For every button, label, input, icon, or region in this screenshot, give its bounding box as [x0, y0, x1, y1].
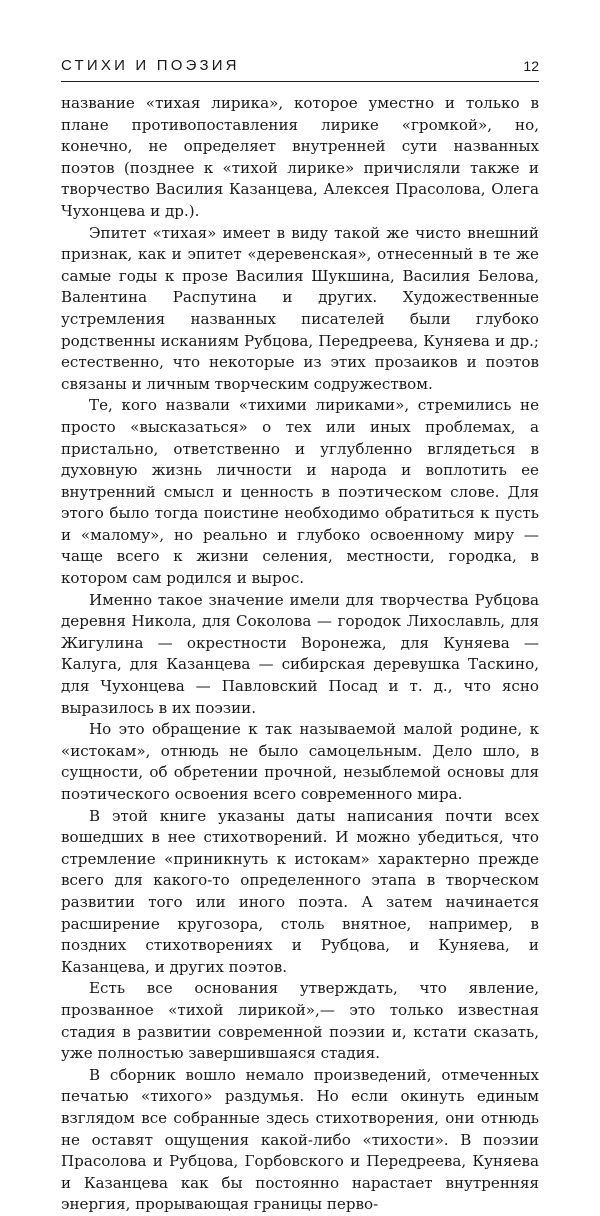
- paragraph: Те, кого назвали «тихими лириками», стремились не просто «высказаться» о тех или иных проблемах, а пристально, ответственно и углубленно вглядеться в духовную жизнь личности и народа и воплотить ее внутренний смысл и ценность в поэтическом слове. Для этого было тогда поистине необходимо обратиться к пусть и «малому», но реально и глубоко освоенному миру — чаще всего к жизни селения, местности, городка, в котором сам родился и вырос.: [61, 396, 539, 588]
- paragraph: Есть все основания утверждать, что явление, прозванное «тихой лирикой»,— это только известная стадия в развитии современной поэзии и, кстати сказать, уже полностью завершившаяся стадия.: [61, 979, 539, 1063]
- page-number: 12: [523, 58, 539, 74]
- paragraph: В этой книге указаны даты написания почти всех вошедших в нее стихотворений. И можно убедиться, что стремление «приникнуть к истокам» характерно прежде всего для какого-то определенного этапа в творческом развитии того или иного поэта. А затем начинается расширение кругозора, столь внятное, например, в поздних стихотворениях и Рубцова, и Куняева, и Казанцева, и других поэтов.: [61, 806, 539, 976]
- header-rule: [61, 81, 539, 82]
- text-body: [61, 93, 539, 1216]
- running-title: СТИХИ И ПОЭЗИЯ: [61, 57, 240, 74]
- paragraph: Эпитет «тихая» имеет в виду такой же чисто внешний признак, как и эпитет «деревенская», отнесенный в те же самые годы к прозе Василия Шукшина, Василия Белова, Валентина Распутина и других. Художественные устремления названных писателей были глубоко родственны исканиям Рубцова, Передреева, Куняева и др.; естественно, что некоторые из этих прозаиков и поэтов связаны и личным творческим содружеством.: [61, 223, 539, 393]
- paragraph: Именно такое значение имели для творчества Рубцова деревня Никола, для Соколова — городок Лихославль, для Жигулина — окрестности Воронежа, для Куняева — Калуга, для Казанцева — сибирская деревушка Таскино, для Чухонцева — Павловский Посад и т. д., что ясно выразилось в их поэзии.: [61, 590, 539, 717]
- paragraph: В сборник вошло немало произведений, отмеченных печатью «тихого» раздумья. Но если окинуть единым взглядом все собранные здесь стихотворения, они отнюдь не оставят ощущения какой-либо «тихости». В поэзии Прасолова и Рубцова, Горбовского и Передреева, Куняева и Казанцева как бы постоянно нарастает внутренняя энергия, прорывающая границы перво-: [61, 1065, 539, 1214]
- running-head: [61, 56, 539, 78]
- paragraph: Но это обращение к так называемой малой родине, к «истокам», отнюдь не было самоцельным. Дело шло, в сущности, об обретении прочной, незыблемой основы для поэтического освоения всего современного мира.: [61, 720, 539, 803]
- paragraph: название «тихая лирика», которое уместно и только в плане противопоставления лирике «громкой», но, конечно, не определяет внутренней сути названных поэтов (позднее к «тихой лирике» причисляли также и творчество Василия Казанцева, Алексея Прасолова, Олега Чухонцева и др.).: [61, 94, 539, 220]
